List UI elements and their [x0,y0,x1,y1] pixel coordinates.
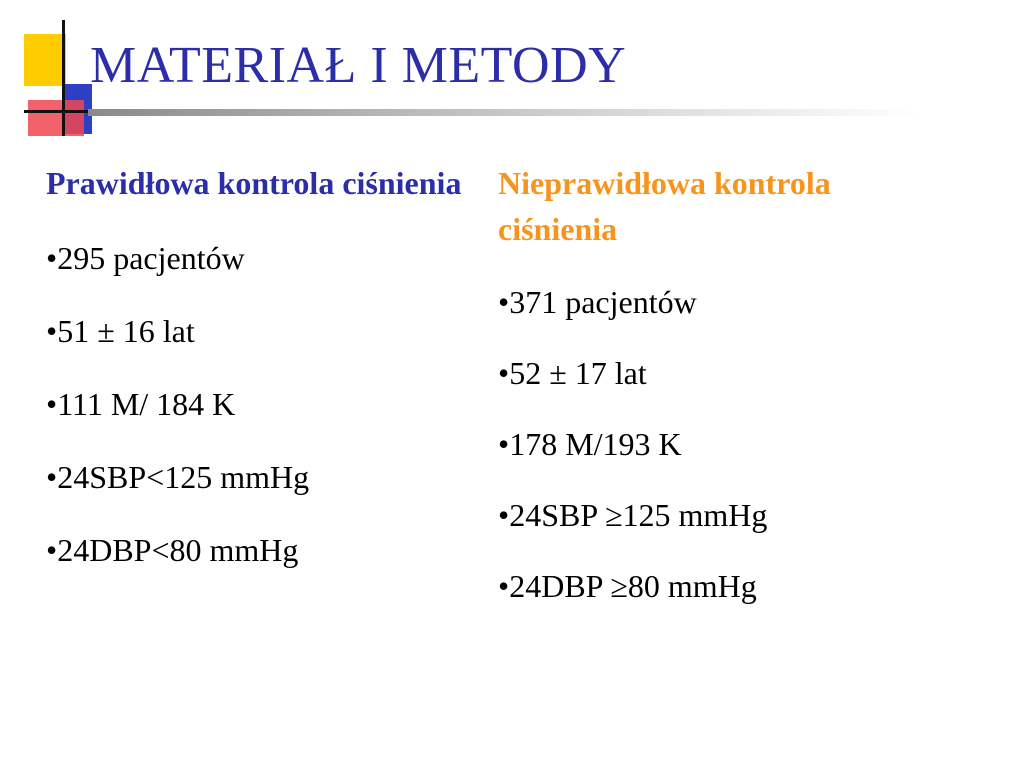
bullet-text: 24SBP ≥125 mmHg [509,497,768,533]
bullet-item [498,424,938,464]
bullet-item [46,311,486,351]
bullet-text: 24SBP<125 mmHg [57,459,310,495]
left-column-heading: Prawidłowa kontrola ciśnienia [46,165,462,201]
bullet-text: 24DBP<80 mmHg [57,532,299,568]
title-underline-rule [88,109,918,116]
bullet-mark: • [46,240,58,276]
bullet-mark: • [498,426,510,462]
bullet-mark: • [46,459,58,495]
bullet-mark: • [46,532,58,568]
bullet-text: 24DBP ≥80 mmHg [509,568,757,604]
bullet-mark: • [498,497,510,533]
bullet-item [46,530,486,570]
bullet-item [498,282,938,322]
bullet-mark: • [498,355,510,391]
decorative-horizontal-line [24,110,94,113]
decorative-red-square [28,100,84,136]
bullet-item [498,566,938,606]
bullet-text: 52 ± 17 lat [509,355,647,391]
decorative-vertical-line [62,20,65,136]
right-column-heading: Nieprawidłowa kontrola ciśnienia [498,165,831,247]
bullet-item [498,495,938,535]
right-column-abnormal-control [498,160,938,637]
bullet-text: 51 ± 16 lat [57,313,195,349]
bullet-item [46,457,486,497]
bullet-item [46,238,486,278]
bullet-mark: • [46,313,58,349]
bullet-mark: • [46,386,58,422]
bullet-item [498,353,938,393]
bullet-item [46,384,486,424]
bullet-mark: • [498,568,510,604]
bullet-text: 295 pacjentów [57,240,245,276]
bullet-mark: • [498,284,510,320]
left-column-normal-control [46,160,486,603]
left-bullet-list [46,238,486,570]
bullet-text: 111 M/ 184 K [57,386,236,422]
slide-title: MATERIAŁ I METODY [90,37,627,94]
bullet-text: 178 M/193 K [509,426,682,462]
bullet-text: 371 pacjentów [509,284,697,320]
decorative-yellow-square [24,34,66,86]
right-bullet-list [498,282,938,606]
